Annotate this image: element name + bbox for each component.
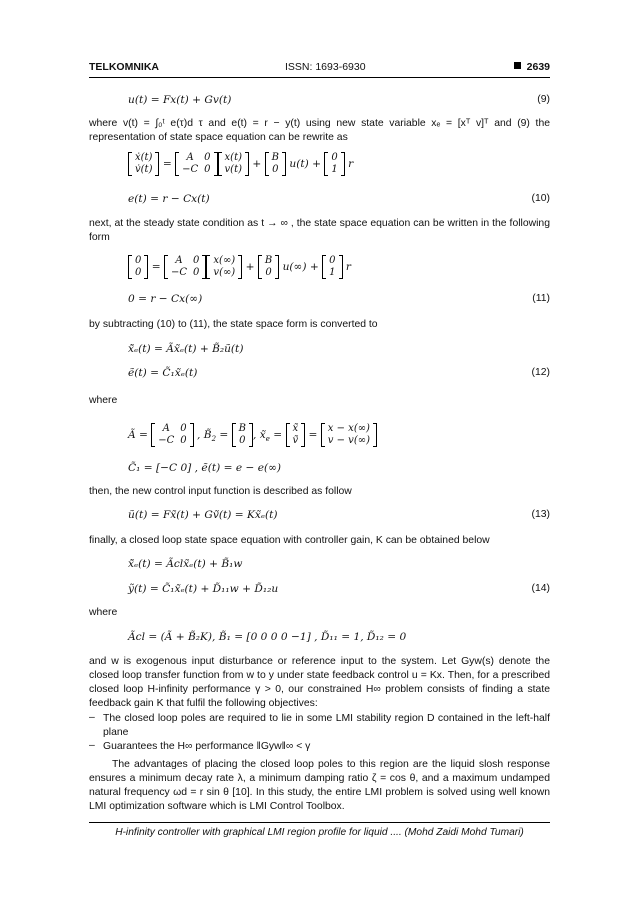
equation-10: e(t) = r − Cx(t) (128, 193, 210, 205)
page-number: 2639 (514, 61, 550, 73)
matrix-x: x(t) v(t) (218, 152, 249, 176)
equation-number-13: (13) (531, 509, 550, 520)
paragraph-subtracting: by subtracting (10) to (11), the state space form is converted to (89, 319, 378, 330)
equation-14b: ỹ(t) = C̃₁x̃ₑ(t) + D̃₁₁w + D̃₁₂u (128, 583, 279, 595)
equation-14c: Ãcl = (Ã + B̃₂K), B̃₁ = [0 0 0 0 −1] , D̃₁₁ = 1, D̃₁₂ = 0 (128, 631, 407, 643)
bullet-poles: The closed loop poles are required to lie in some LMI stability region D contained in the left-half plane (103, 713, 550, 738)
journal-name: TELKOMNIKA (89, 61, 159, 73)
matrix-r: 0 1 (324, 152, 344, 176)
equation-10-matrix: ẋ(t) v̇(t) = A 0 −C 0 x(t) v(t) + B 0 u(t) + 0 1 r (128, 152, 353, 176)
square-bullet-icon (514, 62, 521, 69)
equation-12c: Ã = A 0 −C 0 , $B̃_2$ = B 0 , $x̃_e$ = x̃ ṽ = x − x(∞) v − v(∞) (128, 423, 377, 447)
bullet-dash-1: – (89, 712, 95, 723)
equation-number-12: (12) (531, 367, 550, 378)
bullet-performance: Guarantees the H∞ performance ‖Gyw‖∞ < γ (103, 741, 311, 752)
equation-11-matrix: 0 0 = A 0 −C 0 x(∞) v(∞) + B 0 u(∞) + 0 1 r (128, 255, 351, 279)
equation-9: u(t) = Fx(t) + Gv(t) (128, 94, 232, 106)
equation-number-9: (9) (537, 94, 550, 105)
paragraph-closed-loop: finally, a closed loop state space equation with controller gain, K can be obtained below (89, 535, 490, 546)
issn: ISSN: 1693-6930 (285, 61, 366, 73)
matrix-a: A 0 −C 0 (175, 152, 217, 176)
where-label-2: where (89, 607, 118, 618)
equation-14a: x̃̇ₑ(t) = Ãclx̃ₑ(t) + B̃₁w (128, 558, 243, 570)
equation-12d: C̃₁ = [−C 0] , ẽ(t) = e − e(∞) (128, 462, 282, 474)
bullet-dash-2: – (89, 740, 95, 751)
equation-number-10: (10) (531, 193, 550, 204)
equation-12a: x̃̇ₑ(t) = Ãx̃ₑ(t) + B̃₂ũ(t) (128, 343, 244, 355)
equation-number-14: (14) (531, 583, 550, 594)
equation-12b: ẽ(t) = C̃₁x̃ₑ(t) (128, 367, 198, 379)
equation-11: 0 = r − Cx(∞) (128, 293, 203, 305)
page-footer: H-infinity controller with graphical LMI region profile for liquid .... (Mohd Zaidi Mohd Tumari) (89, 822, 550, 838)
page-header (89, 61, 550, 78)
equation-13: ũ(t) = Fx̃(t) + Gṽ(t) = Kx̃ₑ(t) (128, 509, 278, 521)
paragraph-advantages: The advantages of placing the closed loop poles to this region are the liquid slosh response ensures a minimum decay rate λ, a minimum damping ratio ζ = cos θ, and a maximum undamped natural frequency ωd = r sin θ [10]. In this study, the entire LMI problem is solved using well known LMI optimization software which is LMI Control Toolbox. (89, 759, 550, 812)
where-label-1: where (89, 395, 118, 406)
paragraph-where-v: where v(t) = ∫₀ᵗ e(τ)d τ and e(t) = r − y(t) using new state variable xₑ = [xᵀ v]ᵀ and (9) the representation of state space equation can be rewrite as (89, 118, 550, 143)
paragraph-new-control: then, the new control input function is described as follow (89, 486, 352, 497)
paragraph-steady-state: next, at the steady state condition as t → ∞ , the state space equation can be written in the following form (89, 218, 550, 243)
paragraph-exogenous: and w is exogenous input disturbance or reference input to the system. Let Gyw(s) denote the closed loop transfer function from w to y under state feedback control u = Kx. Then, for a prescribed closed loop H-infinity performance γ > 0, our constrained H∞ problem consists of finding a state feedback gain K that fulfil the following objectives: (89, 656, 550, 709)
matrix-lhs: ẋ(t) v̇(t) (128, 152, 159, 176)
equation-number-11: (11) (532, 293, 550, 304)
matrix-b: B 0 (265, 152, 286, 176)
